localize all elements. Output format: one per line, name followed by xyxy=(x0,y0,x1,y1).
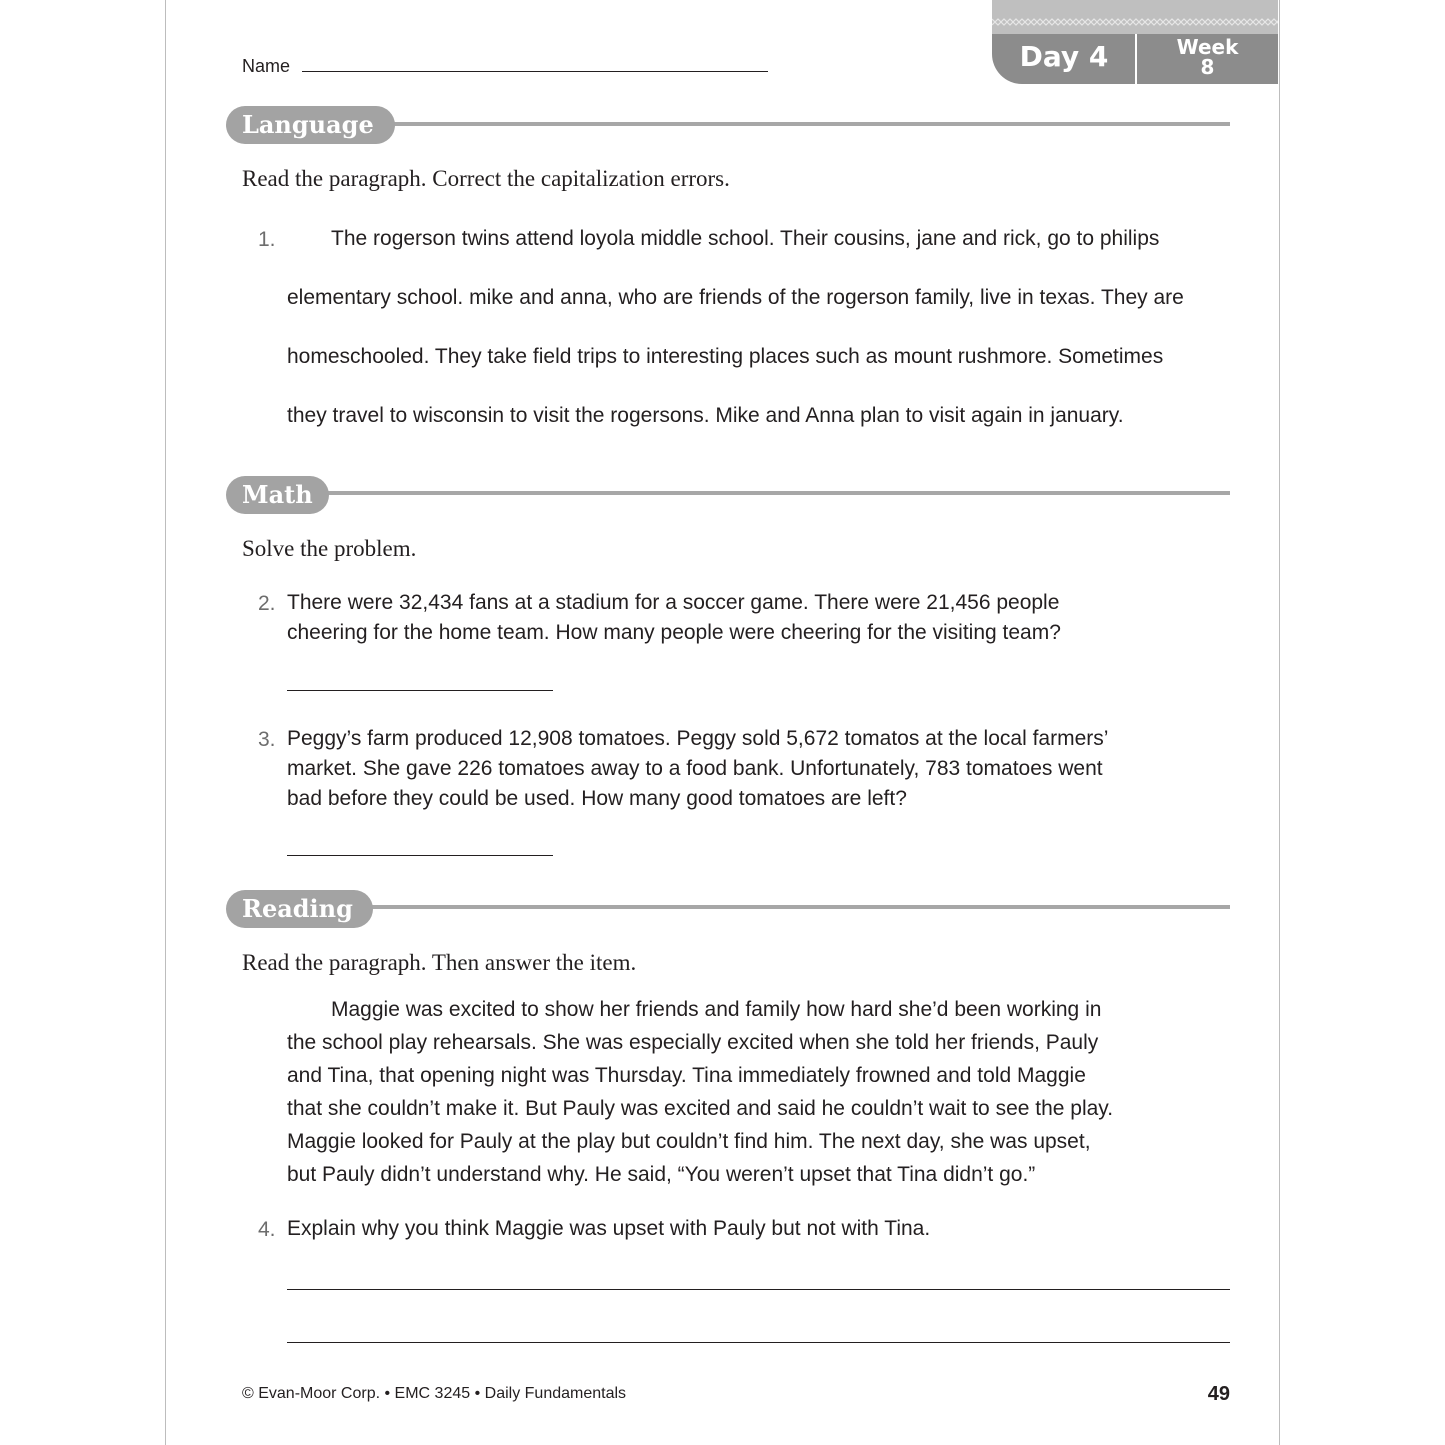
reading-section-heading: Reading xyxy=(226,890,373,928)
language-paragraph-line-3: homeschooled. They take field trips to interesting places such as mount rushmore. Sometimes xyxy=(287,345,1164,368)
language-paragraph-line-4: they travel to wisconsin to visit the rogersons. Mike and Anna plan to visit again in january. xyxy=(287,404,1124,427)
name-label: Name xyxy=(242,56,291,76)
name-write-line[interactable] xyxy=(302,71,768,72)
math-section-heading: Math xyxy=(226,476,329,514)
math-problem-3-line-2: market. She gave 226 tomatoes away to a food bank. Unfortunately, 783 tomatoes went xyxy=(287,757,1103,780)
math-problem-2-line-1: There were 32,434 fans at a stadium for a soccer game. There were 21,456 people xyxy=(287,591,1060,614)
language-paragraph-line-1: The rogerson twins attend loyola middle school. Their cousins, jane and rick, go to philips xyxy=(331,227,1160,250)
reading-passage-line-3: and Tina, that opening night was Thursday. Tina immediately frowned and told Maggie xyxy=(287,1064,1086,1087)
footer-copyright: © Evan-Moor Corp. • EMC 3245 • Daily Fundamentals xyxy=(242,1385,627,1402)
math-problem-2-line-2: cheering for the home team. How many people were cheering for the visiting team? xyxy=(287,621,1061,644)
math-problem-3-line-3: bad before they could be used. How many good tomatoes are left? xyxy=(287,787,907,810)
reading-passage-line-1: Maggie was excited to show her friends and family how hard she’d been working in xyxy=(331,998,1102,1021)
answer-line-2[interactable] xyxy=(287,690,553,691)
math-problem-3-line-1: Peggy’s farm produced 12,908 tomatoes. Peggy sold 5,672 tomatos at the local farmers’ xyxy=(287,727,1109,750)
item-number-4: 4. xyxy=(258,1218,276,1241)
math-section-rule xyxy=(315,491,1230,495)
answer-line-3[interactable] xyxy=(287,855,553,856)
week-word: Week xyxy=(1176,35,1239,59)
item-number-1: 1. xyxy=(258,228,276,251)
reading-passage-line-6: but Pauly didn’t understand why. He said, “You weren’t upset that Tina didn’t go.” xyxy=(287,1163,1036,1186)
reading-passage-line-2: the school play rehearsals. She was especially excited when she told her friends, Pauly xyxy=(287,1031,1099,1054)
item-number-2: 2. xyxy=(258,592,276,615)
reading-passage-line-4: that she couldn’t make it. But Pauly was excited and said he couldn’t wait to see the play. xyxy=(287,1097,1114,1120)
reading-instruction: Read the paragraph. Then answer the item. xyxy=(242,950,637,975)
reading-section-rule xyxy=(360,905,1230,909)
answer-line-4b[interactable] xyxy=(287,1342,1230,1343)
reading-question-4: Explain why you think Maggie was upset with Pauly but not with Tina. xyxy=(287,1217,931,1240)
language-section-heading: Language xyxy=(226,106,395,144)
language-instruction: Read the paragraph. Correct the capitalization errors. xyxy=(242,166,730,191)
day-label: Day 4 xyxy=(1019,40,1109,73)
week-number: 8 xyxy=(1200,55,1215,79)
day-tab-pattern-strip xyxy=(992,0,1278,34)
math-instruction: Solve the problem. xyxy=(242,536,417,561)
language-paragraph-line-2: elementary school. mike and anna, who are friends of the rogerson family, live in texas. They are xyxy=(287,286,1184,309)
week-label xyxy=(1137,37,1278,77)
reading-passage-line-5: Maggie looked for Pauly at the play but couldn’t find him. The next day, she was upset, xyxy=(287,1130,1091,1153)
language-section-rule xyxy=(380,122,1230,126)
item-number-3: 3. xyxy=(258,728,276,751)
page-number: 49 xyxy=(1207,1383,1230,1405)
answer-line-4a[interactable] xyxy=(287,1289,1230,1290)
